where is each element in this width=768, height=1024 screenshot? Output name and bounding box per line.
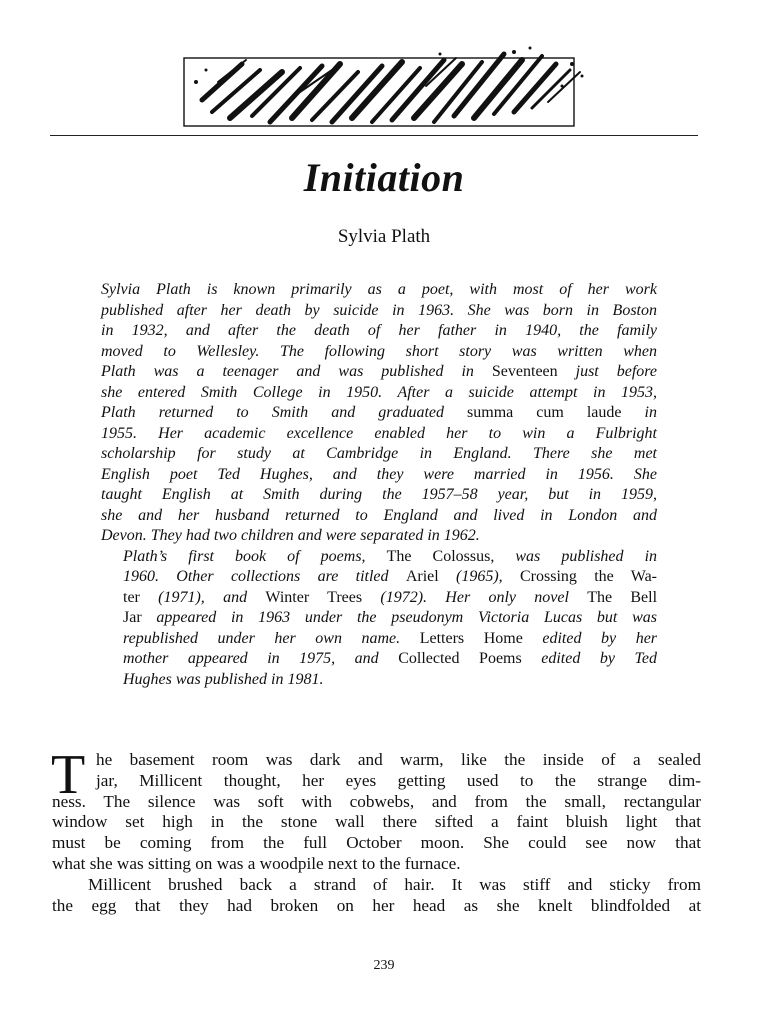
text-line: Jar appeared in 1963 under the pseudonym Victoria Lucas but was (123, 609, 657, 626)
text-line: published after her death by suicide in 1963. She was born in Boston (101, 301, 657, 319)
book-title: Collected Poems (398, 650, 522, 667)
text-line: Devon. They had two children and were separated in 1962. (101, 527, 480, 544)
text-line: Millicent brushed back a strand of hair. It was stiff and sticky from (88, 874, 701, 894)
text-line: moved to Wellesley. The following short story was written when (101, 342, 657, 360)
latin-honor: summa cum laude (467, 404, 622, 421)
author-biography (101, 280, 657, 690)
text-line: scholarship for study at Cambridge in England. There she met (101, 445, 657, 462)
page-number: 239 (373, 958, 395, 973)
publication-title: Seventeen (491, 363, 558, 380)
text-line: ness. The silence was soft with cobwebs, and from the small, rectangular (52, 791, 701, 811)
text-line: what she was sitting on was a woodpile next to the furnace. (52, 853, 461, 873)
biography-paragraph (101, 280, 657, 547)
scribble-ornament-icon (182, 42, 592, 132)
text-line: Hughes was published in 1981. (123, 670, 324, 688)
text-line: window set high in the stone wall there sifted a faint bluish light that (52, 812, 701, 832)
text-line: Plath’s first book of poems, The Colossus, was published in (123, 547, 658, 565)
text-line: mother appeared in 1975, and Collected Poems edited by Ted (123, 650, 658, 667)
text-line: the egg that they had broken on her head as she knelt blindfolded at (52, 895, 701, 915)
book-title: Ariel (405, 568, 439, 585)
book-title: The Colossus, (386, 547, 495, 565)
book-title: Crossing the Wa- (519, 568, 658, 585)
text-line: Plath returned to Smith and graduated summa cum laude in (101, 404, 657, 421)
book-title: Jar (123, 609, 142, 626)
book-title: ter (123, 588, 140, 606)
book-title: The Bell (587, 588, 658, 606)
text-line: republished under her own name. Letters Home edited by her (123, 629, 658, 647)
text-line: he basement room was dark and warm, like the inside of a sealed (96, 750, 701, 769)
book-title: Winter Trees (265, 588, 363, 606)
text-line: ter (1971), and Winter Trees (1972). Her only novel The Bell (123, 588, 658, 606)
text-line: she and her husband returned to England and lived in London and (101, 506, 657, 524)
drop-cap: T (51, 744, 86, 806)
text-line: 1955. Her academic excellence enabled her to win a Fulbright (101, 424, 657, 442)
text-line: Plath was a teenager and was published in Seventeen just before (101, 363, 658, 380)
text-line: 1960. Other collections are titled Ariel (1965), Crossing the Wa- (123, 568, 658, 585)
biography-paragraph (101, 547, 657, 691)
text-line: Sylvia Plath is known primarily as a poet, with most of her work (101, 281, 657, 298)
book-title: Letters Home (419, 629, 523, 647)
text-line: English poet Ted Hughes, and they were married in 1956. She (101, 465, 657, 483)
text-line: taught English at Smith during the 1957–58 year, but in 1959, (101, 486, 657, 503)
text-line: she entered Smith College in 1950. After a suicide attempt in 1953, (101, 383, 657, 401)
author-name: Sylvia Plath (337, 226, 431, 247)
text-line: must be coming from the full October moon. She could see now that (52, 833, 701, 853)
text-line: jar, Millicent thought, her eyes getting used to the strange dim- (96, 770, 701, 790)
story-title: Initiation (303, 155, 465, 200)
story-text (51, 744, 701, 916)
header-rule (50, 135, 698, 136)
text-line: in 1932, and after the death of her father in 1940, the family (101, 322, 657, 339)
